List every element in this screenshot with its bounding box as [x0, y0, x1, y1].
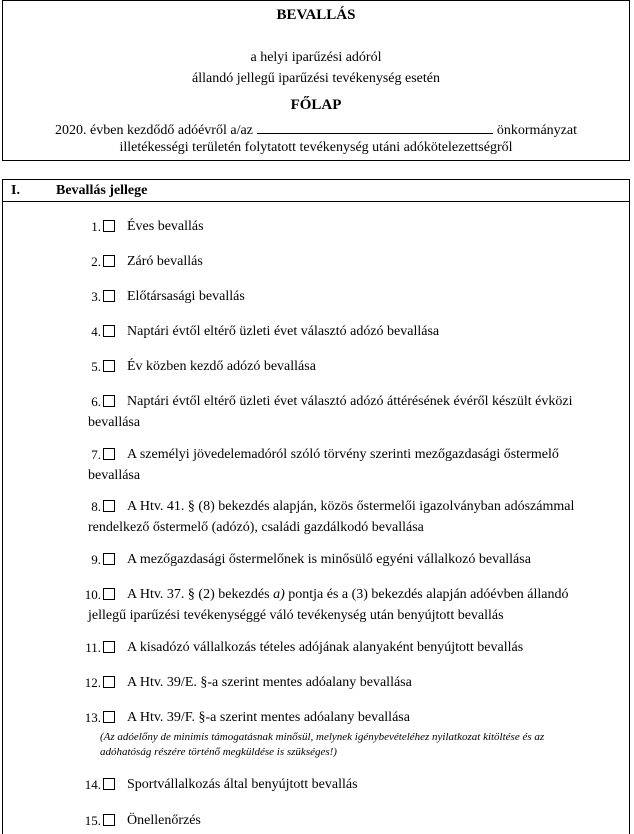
item-note-2: adóhatóság részére történő megküldése is szükséges!) [100, 746, 337, 758]
item-label: Éves bevallás [127, 219, 204, 234]
checkbox[interactable] [103, 676, 115, 688]
item-label-cont: rendelkező őstermelő (adózó), családi gazdálkodó bevallása [88, 520, 424, 535]
checkbox[interactable] [103, 395, 115, 407]
municipality-blank-field[interactable] [257, 121, 493, 134]
item-label-b: a) [273, 587, 285, 602]
checkbox[interactable] [103, 325, 115, 337]
item-label-cont: jellegű iparűzési tevékenységgé váló tevékenység után benyújtott bevallás [88, 608, 504, 623]
item-number: 6. [91, 394, 101, 409]
checkbox[interactable] [103, 553, 115, 565]
checkbox[interactable] [103, 500, 115, 512]
item-number: 5. [91, 359, 101, 374]
checkbox[interactable] [103, 290, 115, 302]
item-number: 9. [91, 552, 101, 567]
municipality-line [3, 121, 629, 139]
item-number: 15. [84, 813, 101, 828]
item-label: Naptári évtől eltérő üzleti évet választó adózó áttérésének évéről készült évközi [127, 394, 573, 409]
checkbox[interactable] [103, 220, 115, 232]
form-title: BEVALLÁS [276, 7, 356, 23]
item-number: 1. [91, 219, 101, 234]
item-label: Záró bevallás [127, 254, 203, 269]
item-number: 8. [91, 499, 101, 514]
item-label-cont: bevallása [88, 468, 141, 483]
item-label: A kisadózó vállalkozás tételes adójának alanyaként benyújtott bevallás [127, 640, 524, 655]
item-number: 13. [84, 710, 101, 725]
item-number: 2. [91, 254, 101, 269]
item-number: 14. [84, 777, 101, 792]
section-header [3, 180, 629, 202]
item-number: 4. [91, 324, 101, 339]
checkbox[interactable] [103, 448, 115, 460]
section-number: I. [11, 183, 20, 198]
year-text: 2020. évben kezdődő adóévről a/az [55, 123, 253, 138]
section-box [2, 179, 630, 834]
item-number: 10. [84, 587, 101, 602]
municipality-suffix: önkormányzat [496, 123, 577, 138]
checkbox[interactable] [103, 814, 115, 826]
item-label [127, 584, 617, 605]
item-label-c: pontja és a (3) bekezdés alapján adóévben állandó [284, 587, 569, 602]
checkbox[interactable] [103, 360, 115, 372]
item-label: A Htv. 39/E. §-a szerint mentes adóalany bevallása [127, 675, 412, 690]
item-number: 7. [91, 447, 101, 462]
header-box [2, 0, 630, 161]
item-label: Önellenőrzés [127, 813, 201, 828]
item-label-cont: bevallása [88, 415, 141, 430]
checkbox[interactable] [103, 711, 115, 723]
item-label: Naptári évtől eltérő üzleti évet választó adózó bevallása [127, 324, 440, 339]
item-label: Előtársasági bevallás [127, 289, 245, 304]
folap-title: FŐLAP [290, 97, 342, 113]
item-note-1: (Az adóelőny de minimis támogatásnak minősül, melynek igénybevételéhez nyilatkozat kitöltése és az [100, 731, 545, 743]
item-number: 3. [91, 289, 101, 304]
form-subtitle-2: állandó jellegű iparűzési tevékenység esetén [191, 71, 440, 86]
item-number: 11. [85, 640, 101, 655]
checkbox[interactable] [103, 778, 115, 790]
checkbox[interactable] [103, 588, 115, 600]
section-title: Bevallás jellege [56, 183, 148, 198]
jurisdiction-line: illetékességi területén folytatott tevékenység utáni adókötelezettségről [119, 140, 513, 155]
item-label: A Htv. 41. § (8) bekezdés alapján, közös őstermelői igazolványban adószámmal [127, 499, 575, 514]
checkbox[interactable] [103, 255, 115, 267]
checkbox[interactable] [103, 641, 115, 653]
item-label: Sportvállalkozás által benyújtott bevallás [127, 777, 358, 792]
item-label: A személyi jövedelemadóról szóló törvény szerinti mezőgazdasági őstermelő [127, 447, 559, 462]
item-label: Év közben kezdő adózó bevallása [127, 359, 316, 374]
item-label-a: A Htv. 37. § (2) bekezdés [127, 587, 274, 602]
item-label: A Htv. 39/F. §-a szerint mentes adóalany bevallása [127, 710, 410, 725]
item-label: A mezőgazdasági őstermelőnek is minősülő egyéni vállalkozó bevallása [127, 552, 531, 567]
item-number: 12. [84, 675, 101, 690]
form-subtitle-1: a helyi iparűzési adóról [250, 50, 382, 65]
